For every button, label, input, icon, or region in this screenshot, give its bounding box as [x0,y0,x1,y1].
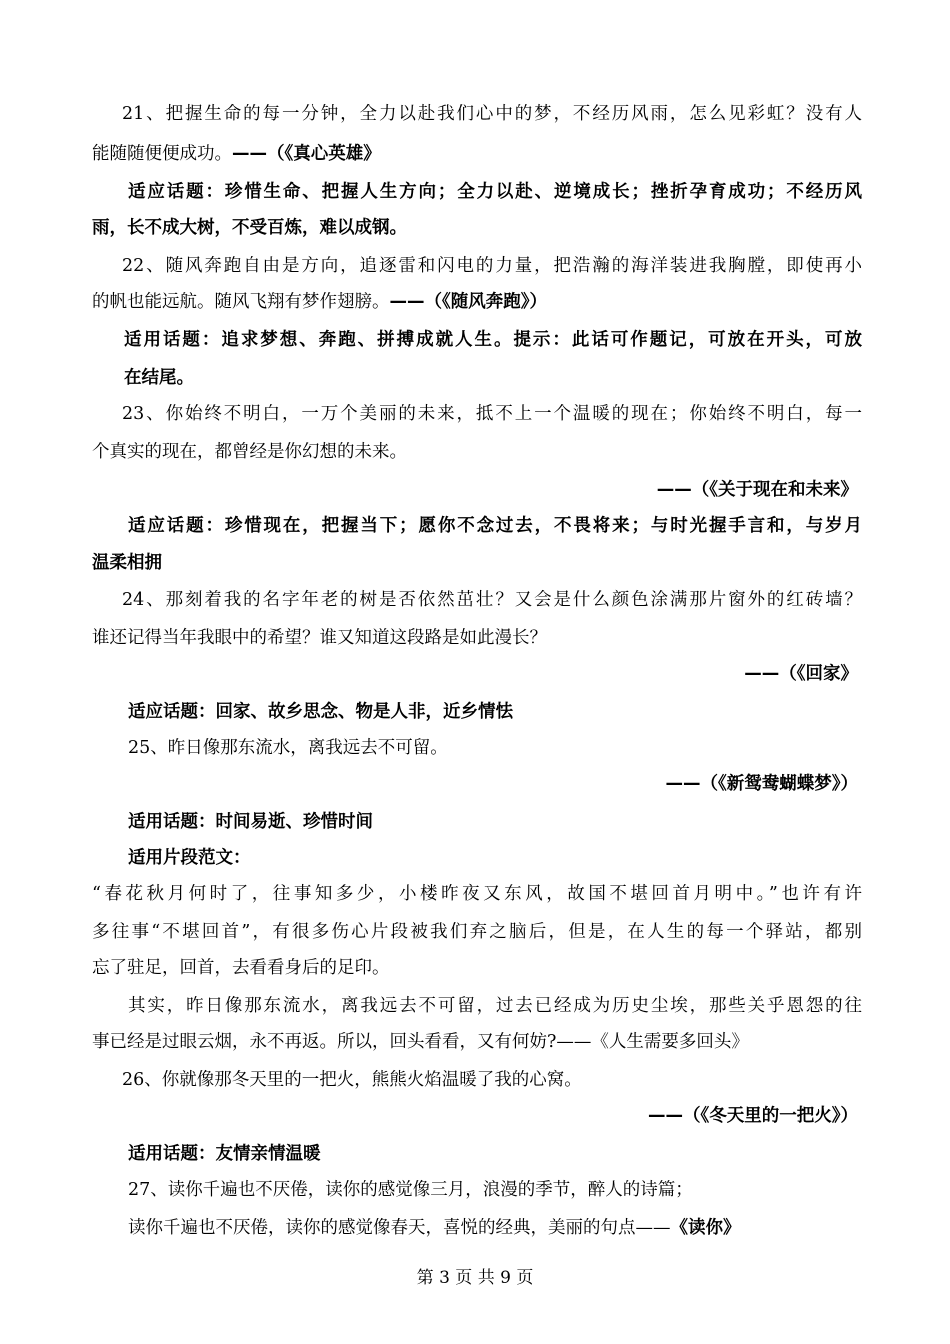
item-25-sample-p1-line-2: 多往事“不堪回首”，有很多伤心片段被我们弃之脑后，但是，在人生的每一个驿站，都别 [92,922,862,942]
item-22-line-1: 22、随风奔跑自由是方向，追逐雷和闪电的力量，把浩瀚的海洋装进我胸膛，即使再小 [122,256,862,276]
item-24-line-2: 谁还记得当年我眼中的希望？谁又知道这段路是如此漫长？ [92,628,547,648]
item-25-sample-p2-line-2: 事已经是过眼云烟，永不再返。所以，回头看看，又有何妨?——《人生需要多回头》 [92,1032,749,1052]
item-24-source: ——（《回家》 [744,664,858,684]
item-21-line-1: 21、把握生命的每一分钟，全力以赴我们心中的梦，不经历风雨，怎么见彩虹？没有人 [122,104,862,124]
item-21-topic-line-1: 适应话题：珍惜生命、把握人生方向；全力以赴、逆境成长；挫折孕育成功；不经历风 [128,182,862,202]
item-25-sample-label: 适用片段范文： [128,848,251,868]
item-27-source: 《读你》 [670,1218,741,1238]
item-24-topic: 适应话题：回家、故乡思念、物是人非，近乡情怯 [128,702,513,722]
item-26-line-1: 26、你就像那冬天里的一把火，熊熊火焰温暖了我的心窝。 [122,1070,582,1090]
item-21-line-2: 能随随便便成功。——（《真心英雄》 [92,144,381,164]
item-22-topic-line-2: 在结尾。 [124,368,194,388]
item-23-line-1: 23、你始终不明白，一万个美丽的未来，抵不上一个温暖的现在；你始终不明白，每一 [122,404,862,424]
item-23-topic-line-1: 适应话题：珍惜现在，把握当下；愿你不念过去，不畏将来；与时光握手言和，与岁月 [128,516,862,536]
item-27-line-1: 27、读你千遍也不厌倦，读你的感觉像三月，浪漫的季节，醉人的诗篇； [128,1180,693,1200]
item-22-source: ——（《随风奔跑》） [389,292,547,312]
item-25-topic: 适用话题：时间易逝、珍惜时间 [128,812,373,832]
item-25-sample-p1-line-3: 忘了驻足，回首，去看看身后的足印。 [92,958,390,978]
page-number: 第 3 页 共 9 页 [416,1268,534,1288]
item-25-sample-p1-line-1: “春花秋月何时了，往事知多少，小楼昨夜又东风，故国不堪回首月明中。”也许有许 [92,884,862,904]
item-25-line-1: 25、昨日像那东流水，离我远去不可留。 [128,738,448,758]
item-22-line-2: 的帆也能远航。随风飞翔有梦作翅膀。——（《随风奔跑》） [92,292,547,312]
item-26-topic: 适用话题：友情亲情温暖 [128,1144,321,1164]
item-21-topic-line-2: 雨，长不成大树，不受百炼，难以成钢。 [92,218,407,238]
item-24-line-1: 24、那刻着我的名字年老的树是否依然茁壮？又会是什么颜色涂满那片窗外的红砖墙？ [122,590,862,610]
item-26-source: ——（《冬天里的一把火》） [648,1106,858,1126]
item-25-sample-p2-line-1: 其实，昨日像那东流水，离我远去不可留，过去已经成为历史尘埃，那些关乎恩怨的往 [128,996,862,1016]
item-27-line-2: 读你千遍也不厌倦，读你的感觉像春天，喜悦的经典，美丽的句点——《读你》 [128,1218,741,1238]
item-21-source: ——（《真心英雄》 [232,144,381,164]
item-25-source: ——（《新鸳鸯蝴蝶梦》） [665,774,858,794]
item-23-line-2: 个真实的现在，都曾经是你幻想的未来。 [92,442,407,462]
item-22-topic-line-1: 适用话题：追求梦想、奔跑、拼搏成就人生。提示：此话可作题记，可放在开头，可放 [124,330,862,350]
item-23-source: ——（《关于现在和未来》 [656,480,858,500]
item-23-topic-line-2: 温柔相拥 [92,553,162,573]
